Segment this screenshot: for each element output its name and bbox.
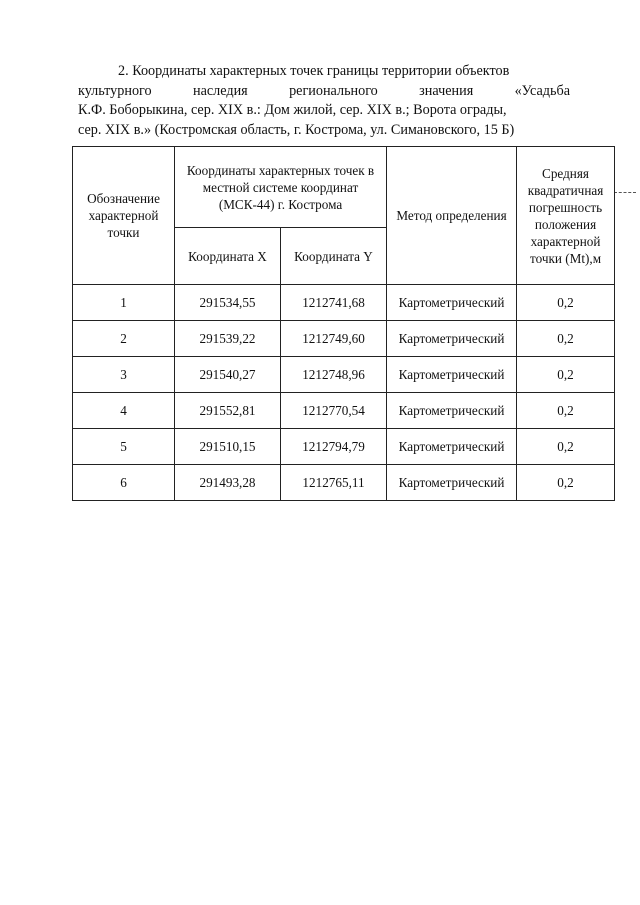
cell-x: 291510,15 [175, 429, 281, 465]
cell-error: 0,2 [517, 321, 615, 357]
cell-x: 291534,55 [175, 285, 281, 321]
cell-y: 1212741,68 [281, 285, 387, 321]
cell-method: Картометрический [387, 321, 517, 357]
cell-method: Картометрический [387, 285, 517, 321]
cell-method: Картометрический [387, 393, 517, 429]
cell-y: 1212749,60 [281, 321, 387, 357]
heading-line-1: 2. Координаты характерных точек границы территории объектов [118, 63, 510, 79]
header-y: Координата Y [281, 228, 387, 285]
cell-point: 6 [73, 465, 175, 501]
cell-y: 1212765,11 [281, 465, 387, 501]
header-x: Координата X [175, 228, 281, 285]
cell-y: 1212748,96 [281, 357, 387, 393]
cell-error: 0,2 [517, 393, 615, 429]
heading-line-3: К.Ф. Боборыкина, сер. XIX в.: Дом жилой, сер. XIX в.; Ворота ограды, [78, 102, 507, 118]
cell-error: 0,2 [517, 357, 615, 393]
header-method: Метод определения [387, 147, 517, 285]
cell-y: 1212794,79 [281, 429, 387, 465]
cell-error: 0,2 [517, 465, 615, 501]
table-row [73, 285, 615, 321]
cell-x: 291540,27 [175, 357, 281, 393]
cell-point: 4 [73, 393, 175, 429]
section-heading [78, 62, 570, 140]
table-row [73, 357, 615, 393]
cell-point: 5 [73, 429, 175, 465]
heading-line-4: сер. XIX в.» (Костромская область, г. Кострома, ул. Симановского, 15 Б) [78, 121, 515, 138]
cell-method: Картометрический [387, 465, 517, 501]
header-error: Средняя квадратичная погрешность положения характерной точки (Mt),м [517, 147, 615, 285]
table-row [73, 465, 615, 501]
margin-dash-mark [614, 192, 636, 193]
table-row [73, 321, 615, 357]
cell-error: 0,2 [517, 285, 615, 321]
header-coords-group: Координаты характерных точек в местной системе координат (МСК-44) г. Кострома [175, 147, 387, 228]
header-point-label: Обозначение характерной точки [73, 147, 175, 285]
cell-method: Картометрический [387, 429, 517, 465]
cell-x: 291539,22 [175, 321, 281, 357]
table-row [73, 429, 615, 465]
cell-method: Картометрический [387, 357, 517, 393]
cell-point: 2 [73, 321, 175, 357]
coordinates-table [72, 146, 615, 501]
cell-x: 291493,28 [175, 465, 281, 501]
table-row [73, 393, 615, 429]
cell-y: 1212770,54 [281, 393, 387, 429]
heading-line-2: культурного наследия регионального значения «Усадьба [78, 82, 570, 99]
cell-x: 291552,81 [175, 393, 281, 429]
cell-error: 0,2 [517, 429, 615, 465]
cell-point: 3 [73, 357, 175, 393]
cell-point: 1 [73, 285, 175, 321]
